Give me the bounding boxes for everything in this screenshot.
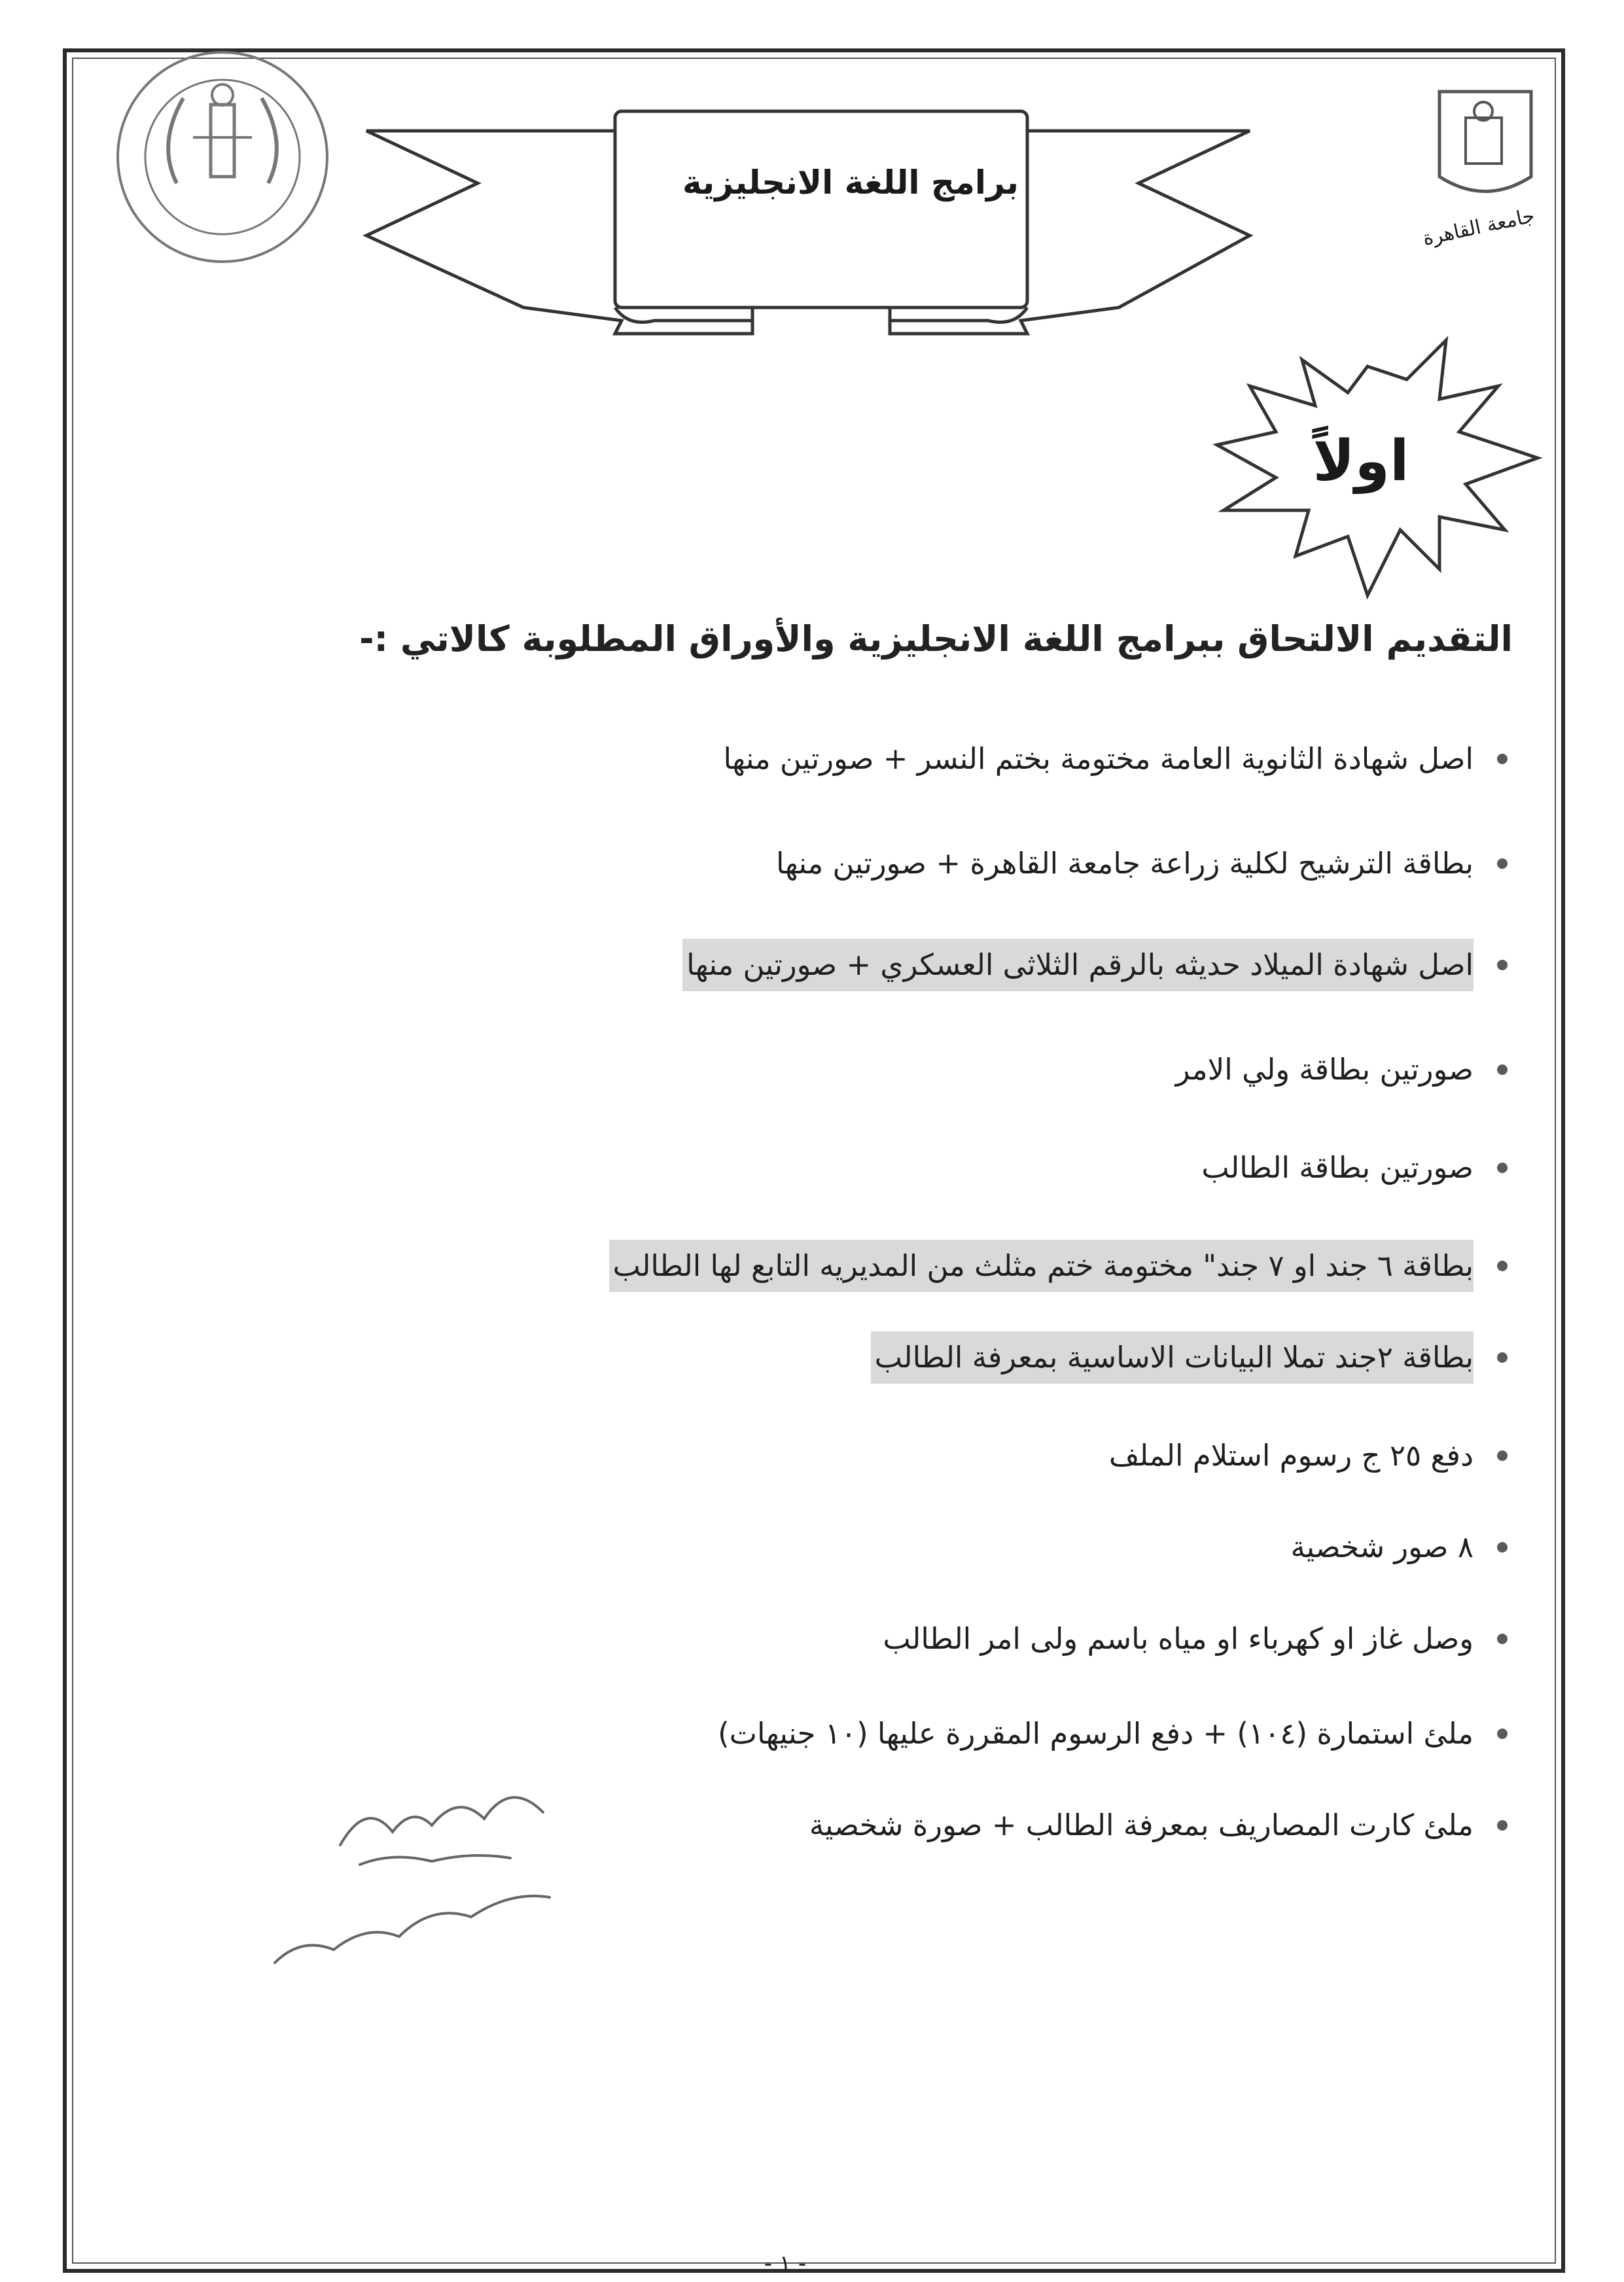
burst-label: اولاً xyxy=(1313,429,1409,494)
bullet-icon xyxy=(1497,754,1508,764)
list-item-text: ملئ كارت المصاريف بمعرفة الطالب + صورة شخصية xyxy=(809,1808,1474,1842)
banner-title: برامج اللغة الانجليزية xyxy=(682,164,1019,202)
list-item xyxy=(809,1799,1474,1852)
logo-caption: جامعة القاهرة xyxy=(1421,204,1537,251)
list-item xyxy=(682,939,1474,991)
page-number: - ١ - xyxy=(764,2251,807,2277)
faculty-seal-icon xyxy=(118,52,327,262)
list-item-text: صورتين بطاقة ولي الامر xyxy=(1175,1052,1474,1087)
list-item xyxy=(609,1240,1474,1292)
list-item-text: ملئ استمارة (١٠٤) + دفع الرسوم المقررة عليها (١٠ جنيهات) xyxy=(718,1716,1474,1751)
list-item-text: صورتين بطاقة الطالب xyxy=(1201,1150,1474,1185)
list-item-text: اصل شهادة الثانوية العامة مختومة بختم النسر + صورتين منها xyxy=(723,741,1474,776)
bullet-icon xyxy=(1497,1542,1508,1553)
list-item xyxy=(1201,1142,1474,1194)
ribbon-banner xyxy=(366,111,1250,334)
header-art xyxy=(0,0,1624,654)
list-item xyxy=(1291,1521,1474,1573)
bullet-icon xyxy=(1497,858,1508,869)
bullet-icon xyxy=(1497,1261,1508,1271)
bullet-icon xyxy=(1497,1352,1508,1363)
list-item xyxy=(718,1708,1474,1760)
bullet-icon xyxy=(1497,1820,1508,1831)
list-item xyxy=(871,1331,1474,1384)
bullet-icon xyxy=(1497,1163,1508,1173)
list-item xyxy=(723,733,1474,785)
bullet-icon xyxy=(1497,1450,1508,1461)
list-item-text: بطاقة ٢جند تملا البيانات الاساسية بمعرفة الطالب xyxy=(874,1340,1474,1375)
bullet-icon xyxy=(1497,1064,1508,1075)
list-item xyxy=(1176,1044,1474,1096)
list-item-text: بطاقة ٦ جند او ٧ جند" مختومة ختم مثلث من المديريه التابع لها الطالب xyxy=(612,1248,1474,1283)
handwritten-signature xyxy=(262,1753,628,1989)
list-item xyxy=(1109,1430,1474,1482)
bullet-icon xyxy=(1497,960,1508,970)
requirements-heading: التقديم الالتحاق ببرامج اللغة الانجليزية والأوراق المطلوبة كالاتي :- xyxy=(359,618,1513,659)
list-item-text: ٨ صور شخصية xyxy=(1290,1530,1474,1564)
bullet-icon xyxy=(1497,1634,1508,1644)
list-item-text: دفع ٢٥ ج رسوم استلام الملف xyxy=(1108,1438,1474,1473)
bullet-icon xyxy=(1497,1729,1508,1739)
cairo-university-logo-icon xyxy=(1439,92,1531,192)
list-item-text: وصل غاز او كهرباء او مياه باسم ولى امر الطالب xyxy=(883,1621,1474,1656)
list-item-text: بطاقة الترشيح لكلية زراعة جامعة القاهرة + صورتين منها xyxy=(776,846,1474,881)
list-item-text: اصل شهادة الميلاد حديثه بالرقم الثلاثى العسكري + صورتين منها xyxy=(686,947,1474,982)
list-item xyxy=(883,1613,1474,1665)
list-item xyxy=(776,837,1474,890)
